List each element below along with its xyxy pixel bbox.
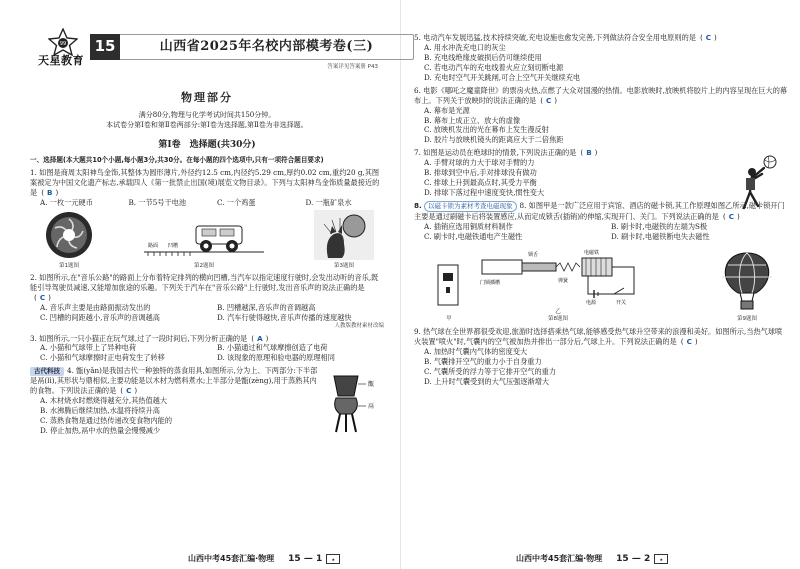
option-b: B. 水沸腾后继续加热,水温将持续升高 [40, 406, 160, 416]
label-power: 电源 [586, 299, 597, 306]
options-row [414, 232, 788, 242]
option-d: D. 上升时气囊受到的大气压强逐渐增大 [424, 376, 550, 386]
figure-9 [712, 251, 782, 324]
question-9 [414, 327, 788, 387]
option-c: C. 气囊所受的浮力等于它排开空气的重力 [424, 366, 557, 376]
option-d: D. 汽车行驶得越快,音乐声传播的速度越快 [217, 313, 352, 322]
option-a: A. 幕布是光源 [424, 105, 470, 115]
figure-8-caption: 第8题图 [548, 316, 568, 323]
figure-row [414, 242, 788, 324]
question-6 [414, 86, 788, 146]
right-page [406, 0, 800, 569]
card-lock-icon [434, 261, 464, 313]
zeng-label: 甑 [368, 380, 375, 388]
option-a: A. 木材烧水时燃烧得越充分,其热值越大 [40, 396, 168, 406]
option-c: C. 刷卡时,电磁铁通电产生磁性 [424, 231, 523, 241]
header [30, 0, 384, 70]
question-text: 2. 如图所示,在"音乐公路"的路面上分布着特定排列的横向凹槽,当汽车以指定速度行驶时,会发出动听的音乐,既能引导驾驶员减速,又能增加旅途的乐趣。下列关于汽车在"音乐公路"上行驶时,发出音乐声的说法正确的是 [30, 273, 379, 293]
exam-note-1: 满分80分,物理与化学考试时间共150分钟。 [138, 111, 276, 120]
question-text: 4. 甑(yǎn)是我国古代一种独特的蒸食用具,如图所示,分为上、下两部分:下半部是鬲(lì),其形状与鼎相似,主要功能是以木材为燃料煮水;上半部分是甑(zèng),用于蒸熟其内的食物。下列说法正确的是 [30, 366, 318, 396]
paper-title-box [90, 34, 414, 60]
option-c: C. 蒸熟食物是通过热传递改变食物内能的 [40, 416, 173, 426]
paper-title: 山西省2025年名校内部模考卷(三) [159, 39, 374, 55]
question-text: 9. 热气球在全世界都很受欢迎,旅游时选择搭乘热气球,能够感受热气球升空带来的浪漫和美好。如图所示,当热气球喷火装置"喷火"时,气囊内的空气被加热并排出一部分后,气球上升。下列说法正确的是 [414, 326, 783, 346]
option-b: B. 刷卡时,电磁铁的左端为S极 [611, 221, 708, 231]
part-heading: 一、选择题(本大题共10个小题,每小题3分,共30分。在每小题的四个选项中,只有一项符合题目要求) [30, 155, 324, 164]
footer-title: 山西中考45套汇编·物理 [188, 554, 275, 564]
question-2 [30, 273, 384, 330]
options-row [30, 343, 384, 353]
section-title: 物理部分 [181, 91, 233, 104]
page-number: 15 — 2 [616, 553, 651, 564]
options-row [30, 353, 384, 363]
option-c: C. 放映机发出的光在幕布上发生漫反射 [424, 125, 549, 135]
lock-circuit-diagram [478, 244, 638, 306]
source-note: 人教版教材素材改编 [334, 322, 384, 329]
answer-mark: ( A ) [247, 334, 272, 344]
answer-mark: ( C ) [677, 337, 702, 347]
figure-8-a [434, 261, 464, 324]
figure-1-caption: 第1题图 [59, 262, 79, 269]
page-divider [400, 0, 401, 569]
option-d: D. 胶片与放映机镜头的距离应大于二倍焦距 [424, 135, 564, 145]
option-c: C. 一个鸡蛋 [217, 197, 256, 207]
option-a: A. 插销应选用铜质材料制作 [424, 221, 513, 231]
figure-2 [144, 216, 264, 271]
answer-mark: ( C ) [116, 386, 141, 396]
left-page [0, 0, 398, 569]
question-5 [414, 33, 788, 83]
svg-text:99: 99 [59, 41, 67, 47]
option-a: A. 小猫和气球带上了异种电荷 [40, 343, 137, 353]
logo-text: 天星教育 [38, 54, 84, 67]
option-b: B. 排球到空中后,手对排球没有做功 [424, 168, 537, 178]
option-d: D. 充电时空气开关跳闸,可合上空气开关继续充电 [424, 72, 581, 82]
answer-mark: ( C ) [30, 293, 55, 303]
figure-2-caption: 第2题图 [194, 262, 214, 269]
label-lock-tongue: 锁舌 [528, 251, 539, 258]
label-lock-slot: 门锁插槽 [480, 279, 501, 286]
question-text: 7. 如图是运动员在绝球时的情景,下列说法正确的是 [414, 148, 577, 158]
question-text: 5. 电动汽车发展迅猛,技术持续突破,充电设施也愈发完善,下列做法符合安全用电原则的是 [414, 33, 696, 42]
li-label: 鬲 [368, 402, 375, 410]
options-row [30, 303, 384, 313]
exam-note-2: 本试卷分第Ⅰ卷和第Ⅱ卷两部分:第Ⅰ卷为选择题,第Ⅱ卷为非选择题。 [106, 120, 308, 129]
cat-balloon-icon [314, 210, 374, 260]
question-1 [30, 168, 384, 270]
option-c: C. 小猫和气球摩擦时正电荷发生了转移 [40, 353, 165, 363]
figure-8-a-caption: 甲 [446, 316, 452, 323]
topic-tag: 以磁卡锁为素材考查电磁现象 [424, 201, 517, 212]
steamer-vessel-icon [326, 374, 376, 436]
volume-title: 第Ⅰ卷 选择题(共30分) [158, 140, 256, 151]
option-b: B. 小猫通过和气球摩擦创造了电荷 [217, 343, 328, 353]
answer-mark: ( C ) [696, 33, 721, 43]
footer-left [188, 553, 340, 565]
option-b: B. 凹槽越深,音乐声的音调越高 [217, 303, 316, 313]
question-text: 1. 如图是商周太阳神鸟金饰,其整体为圆形薄片,外径约12.5 cm,内径约5.29 cm,厚约0.02 cm,重约20 g,其图案被定为中国文化遗产标志,承载四人《第一批禁止出国(境)展览文物目录》。下列与太阳神鸟金饰质量最接近的是 [30, 167, 380, 197]
volleyball-player-icon [732, 154, 784, 214]
question-text: 3. 如图所示,一只小猫正在玩气球,过了一段时间后,下列分析正确的是 [30, 333, 248, 343]
car-on-road-icon [144, 216, 264, 260]
figure-3 [314, 210, 374, 271]
answer-mark: ( C ) [536, 96, 561, 106]
star-logo-icon [48, 28, 78, 56]
option-d: D. 刷卡时,电磁铁断电失去磁性 [611, 231, 710, 241]
question-8 [414, 201, 788, 324]
option-d: D. 排球下落过程中速度变快,惯性变大 [424, 188, 545, 198]
option-a: A. 手臂对球的力大于球对手臂的力 [424, 158, 535, 168]
question-3 [30, 334, 384, 364]
option-d: D. 该现象的原理和验电器的原理相同 [217, 353, 335, 363]
answer-mark: ( B ) [576, 148, 601, 158]
option-d: D. 停止加热,鬲中水的热量会慢慢减少 [40, 425, 161, 435]
label-spring: 弹簧 [558, 277, 569, 284]
option-c: C. 排球上升到最高点时,其受力平衡 [424, 178, 537, 188]
paper-number: 15 [90, 34, 120, 60]
option-b: B. 充电线绝缘皮破损后仍可继续使用 [424, 52, 542, 62]
option-c: C. 凹槽的间距越小,音乐声的音调越高 [40, 313, 160, 322]
figure-9-caption: 第9题图 [737, 316, 757, 323]
topic-tag: 古代科技 [30, 367, 64, 376]
option-a: A. 用水冲洗充电口的灰尘 [424, 42, 506, 52]
options-row [414, 222, 788, 232]
footer-title: 山西中考45套汇编·物理 [516, 554, 603, 564]
hot-air-balloon-icon [712, 251, 782, 313]
label-electromagnet: 电磁铁 [584, 249, 600, 256]
footer-logo-icon: ★ [654, 554, 668, 564]
figure-8 [434, 244, 638, 324]
options-row [30, 313, 384, 323]
option-b: B. 幕布上成正立、放大的虚像 [424, 115, 521, 125]
answer-reference: 答案详见答案册 P43 [327, 64, 378, 70]
question-text: 8. 如图甲是一款广泛应用于宾馆、酒店的磁卡锁,其工作原理如图乙所示,磁卡锁开门主要是通过刷磁卡后将装置感应,从而定成锁舌(插销)的伸缩,实现开门、关门。下列说法正确的是 [414, 201, 785, 221]
figure-1 [44, 210, 94, 271]
option-d: D. 一瓶矿泉水 [305, 197, 352, 207]
question-number: 8. [414, 201, 422, 210]
road-label: 路面 [148, 242, 159, 249]
figure-3-caption: 第3题图 [334, 262, 354, 269]
options-row [30, 198, 384, 208]
footer-right [516, 553, 668, 565]
footer-logo-icon: ★ [326, 554, 340, 564]
option-c: C. 若电动汽车的充电线着火应立刻切断电源 [424, 62, 564, 72]
option-a: A. 音乐声主要是由路面振动发出的 [40, 303, 151, 313]
figure-row [30, 208, 384, 271]
label-switch: 开关 [616, 299, 627, 306]
page-number: 15 — 1 [288, 553, 323, 564]
answer-mark: ( C ) [719, 212, 744, 222]
option-a: A. 一枚一元硬币 [40, 197, 93, 207]
question-4 [30, 366, 384, 436]
question-text: 6. 电影《哪吒之魔童降世》的票房火热,点燃了大众对国漫的热情。电影放映时,放映机将胶片上的内容呈现在巨大的幕布上。下列关于放映时的说法正确的是 [414, 85, 788, 105]
question-7 [414, 148, 788, 198]
groove-label: 凹槽 [168, 242, 179, 249]
figure-8-b [478, 244, 638, 324]
option-a: A. 加热时气囊内气体的密度变大 [424, 346, 528, 356]
option-b: B. 气囊排开空气的重力小于自身重力 [424, 356, 542, 366]
sun-bird-disc-icon [44, 210, 94, 260]
figure-8-b-caption: 乙 [555, 308, 561, 315]
option-b: B. 一节5号干电池 [128, 197, 187, 207]
answer-mark: ( B ) [37, 188, 62, 198]
